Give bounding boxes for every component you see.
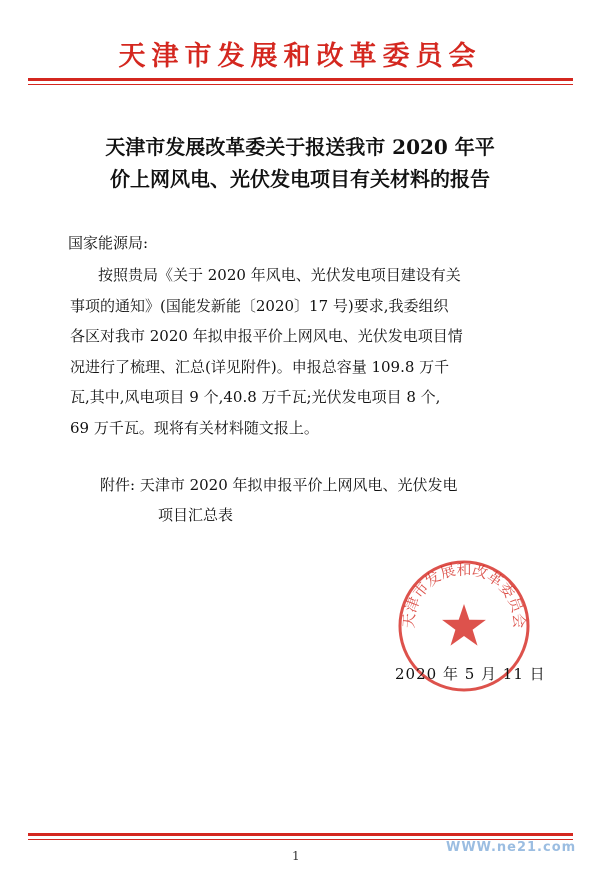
svg-text:天津市发展和改革委员会: 天津市发展和改革委员会 xyxy=(399,560,529,629)
body-line-6: 69 万千瓦。现将有关材料随文报上。 xyxy=(70,418,319,437)
body-line-3: 各区对我市 2020 年拟申报平价上网风电、光伏发电项目情 xyxy=(70,327,463,345)
document-title-line-2: 价上网风电、光伏发电项目有关材料的报告 xyxy=(110,167,490,191)
page-number: 1 xyxy=(292,849,300,863)
document-date: 2020 年 5 月 11 日 xyxy=(395,665,546,683)
letterhead-rule-thin xyxy=(28,84,573,85)
body-line-5: 瓦,其中,风电项目 9 个,40.8 万千瓦;光伏发电项目 8 个, xyxy=(70,388,441,406)
recipient: 国家能源局: xyxy=(68,234,149,252)
attachment-line-2: 项目汇总表 xyxy=(158,506,234,524)
attachment-note xyxy=(100,470,540,530)
attachment-line-1: 附件: 天津市 2020 年拟申报平价上网风电、光伏发电 xyxy=(100,476,458,494)
site-watermark: WWW.ne21.com xyxy=(446,840,577,855)
footer-rule-thick xyxy=(28,833,573,836)
letterhead-org-name: 天津市发展和改革委员会 xyxy=(118,41,482,72)
body-line-4: 况进行了梳理、汇总(详见附件)。申报总容量 109.8 万千 xyxy=(70,357,450,376)
body-paragraph xyxy=(70,260,530,443)
body-line-1: 按照贵局《关于 2020 年风电、光伏发电项目建设有关 xyxy=(98,266,461,284)
document-title-line-1: 天津市发展改革委关于报送我市 2020 年平 xyxy=(105,135,495,159)
body-line-2: 事项的通知》(国能发新能〔2020〕17 号)要求,我委组织 xyxy=(70,296,449,315)
letterhead-rule-thick xyxy=(28,78,573,81)
document-title xyxy=(40,131,560,195)
